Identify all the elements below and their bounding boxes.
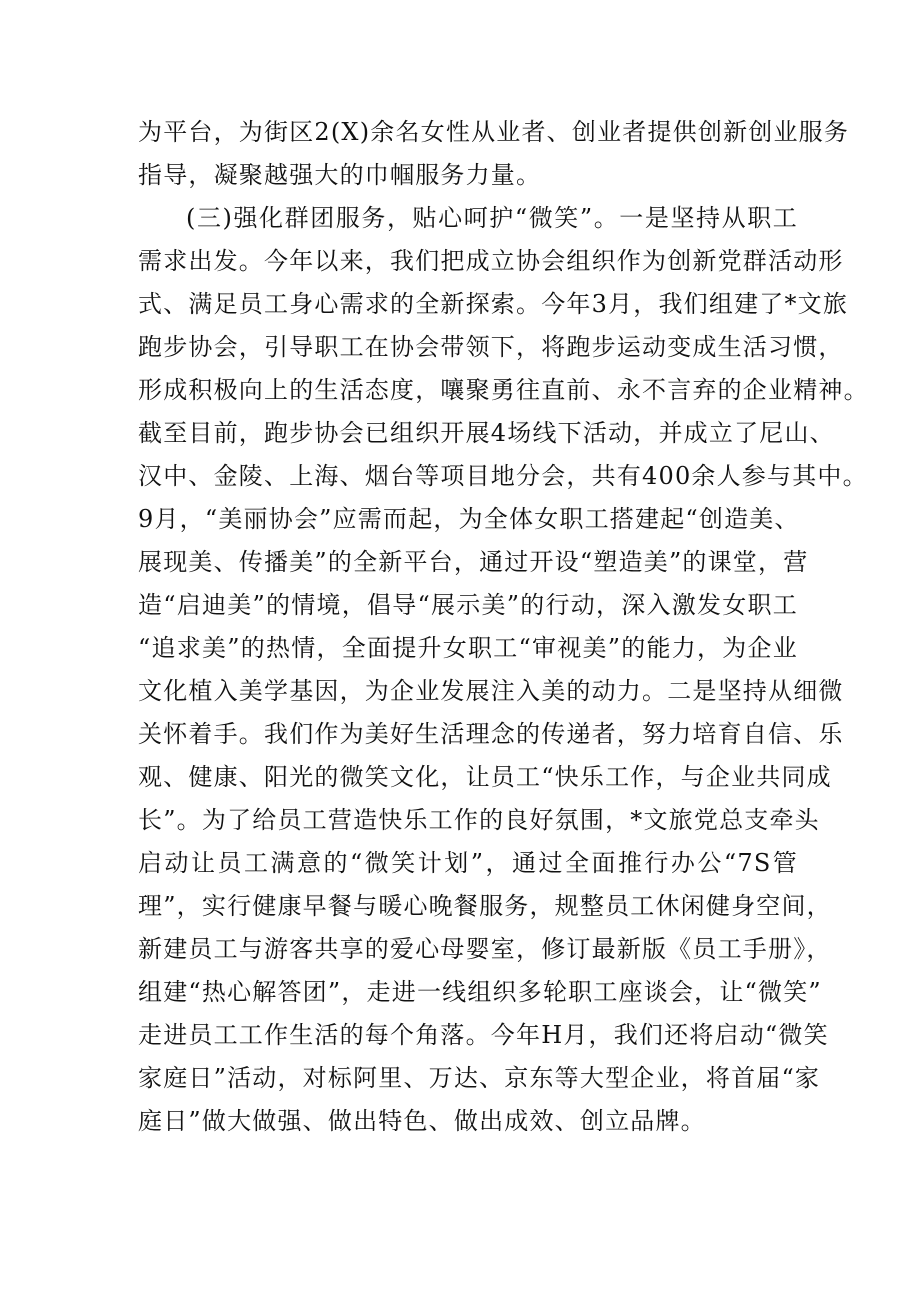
text-line: 关怀着手。我们作为美好生活理念的传递者，努力培育自信、乐 bbox=[138, 720, 844, 748]
text-line: 为平台，为街区2(X)余名女性从业者、创业者提供创新创业服务 bbox=[138, 118, 850, 146]
text-line: 跑步协会，引导职工在协会带领下，将跑步运动变成生活习惯， bbox=[138, 333, 844, 361]
text-line: 家庭日”活动，对标阿里、万达、京东等大型企业，将首届“家 bbox=[138, 1064, 821, 1092]
section-heading-line: (三)强化群团服务，贴心呵护“微笑”。一是坚持从职工 bbox=[186, 204, 798, 232]
text-line: 组建“热心解答团”，走进一线组织多轮职工座谈会，让“微笑” bbox=[138, 978, 822, 1006]
text-line: 长”。为了给员工营造快乐工作的良好氛围，*文旅党总支牵头 bbox=[138, 806, 820, 834]
text-line: 文化植入美学基因，为企业发展注入美的动力。二是坚持从细微 bbox=[138, 677, 844, 705]
text-line: 走进员工工作生活的每个角落。今年H月，我们还将启动“微笑 bbox=[138, 1021, 829, 1049]
text-line: 汉中、金陵、上海、烟台等项目地分会，共有400余人参与其中。 bbox=[138, 462, 868, 490]
text-line: 庭日”做大做强、做出特色、做出成效、创立品牌。 bbox=[138, 1107, 706, 1135]
text-line: 造“启迪美”的情境，倡导“展示美”的行动，深入激发女职工 bbox=[138, 591, 798, 619]
text-line: 9月，“美丽协会”应需而起，为全体女职工搭建起“创造美、 bbox=[138, 505, 800, 533]
text-line: 指导，凝聚越强大的巾帼服务力量。 bbox=[138, 161, 542, 189]
text-line: 截至目前，跑步协会已组织开展4场线下活动，并成立了尼山、 bbox=[138, 419, 835, 447]
text-line: 新建员工与游客共享的爱心母婴室，修订最新版《员工手册》， bbox=[138, 935, 832, 963]
text-line: 启动让员工满意的“微笑计划”，通过全面推行办公“7S管 bbox=[138, 849, 798, 877]
text-line: 展现美、传播美”的全新平台，通过开设“塑造美”的课堂，营 bbox=[138, 548, 809, 576]
text-line: 观、健康、阳光的微笑文化，让员工“快乐工作，与企业共同成 bbox=[138, 763, 832, 791]
text-line: 理”，实行健康早餐与暖心晚餐服务，规整员工休闲健身空间， bbox=[138, 892, 832, 920]
text-line: “追求美”的热情，全面提升女职工“审视美”的能力，为企业 bbox=[138, 634, 798, 662]
text-line: 形成积极向上的生活态度，嚷聚勇往直前、永不言弃的企业精神。 bbox=[138, 376, 869, 404]
text-line: 需求出发。今年以来，我们把成立协会组织作为创新党群活动形 bbox=[138, 247, 844, 275]
text-line: 式、满足员工身心需求的全新探索。今年3月，我们组建了*文旅 bbox=[138, 290, 849, 318]
